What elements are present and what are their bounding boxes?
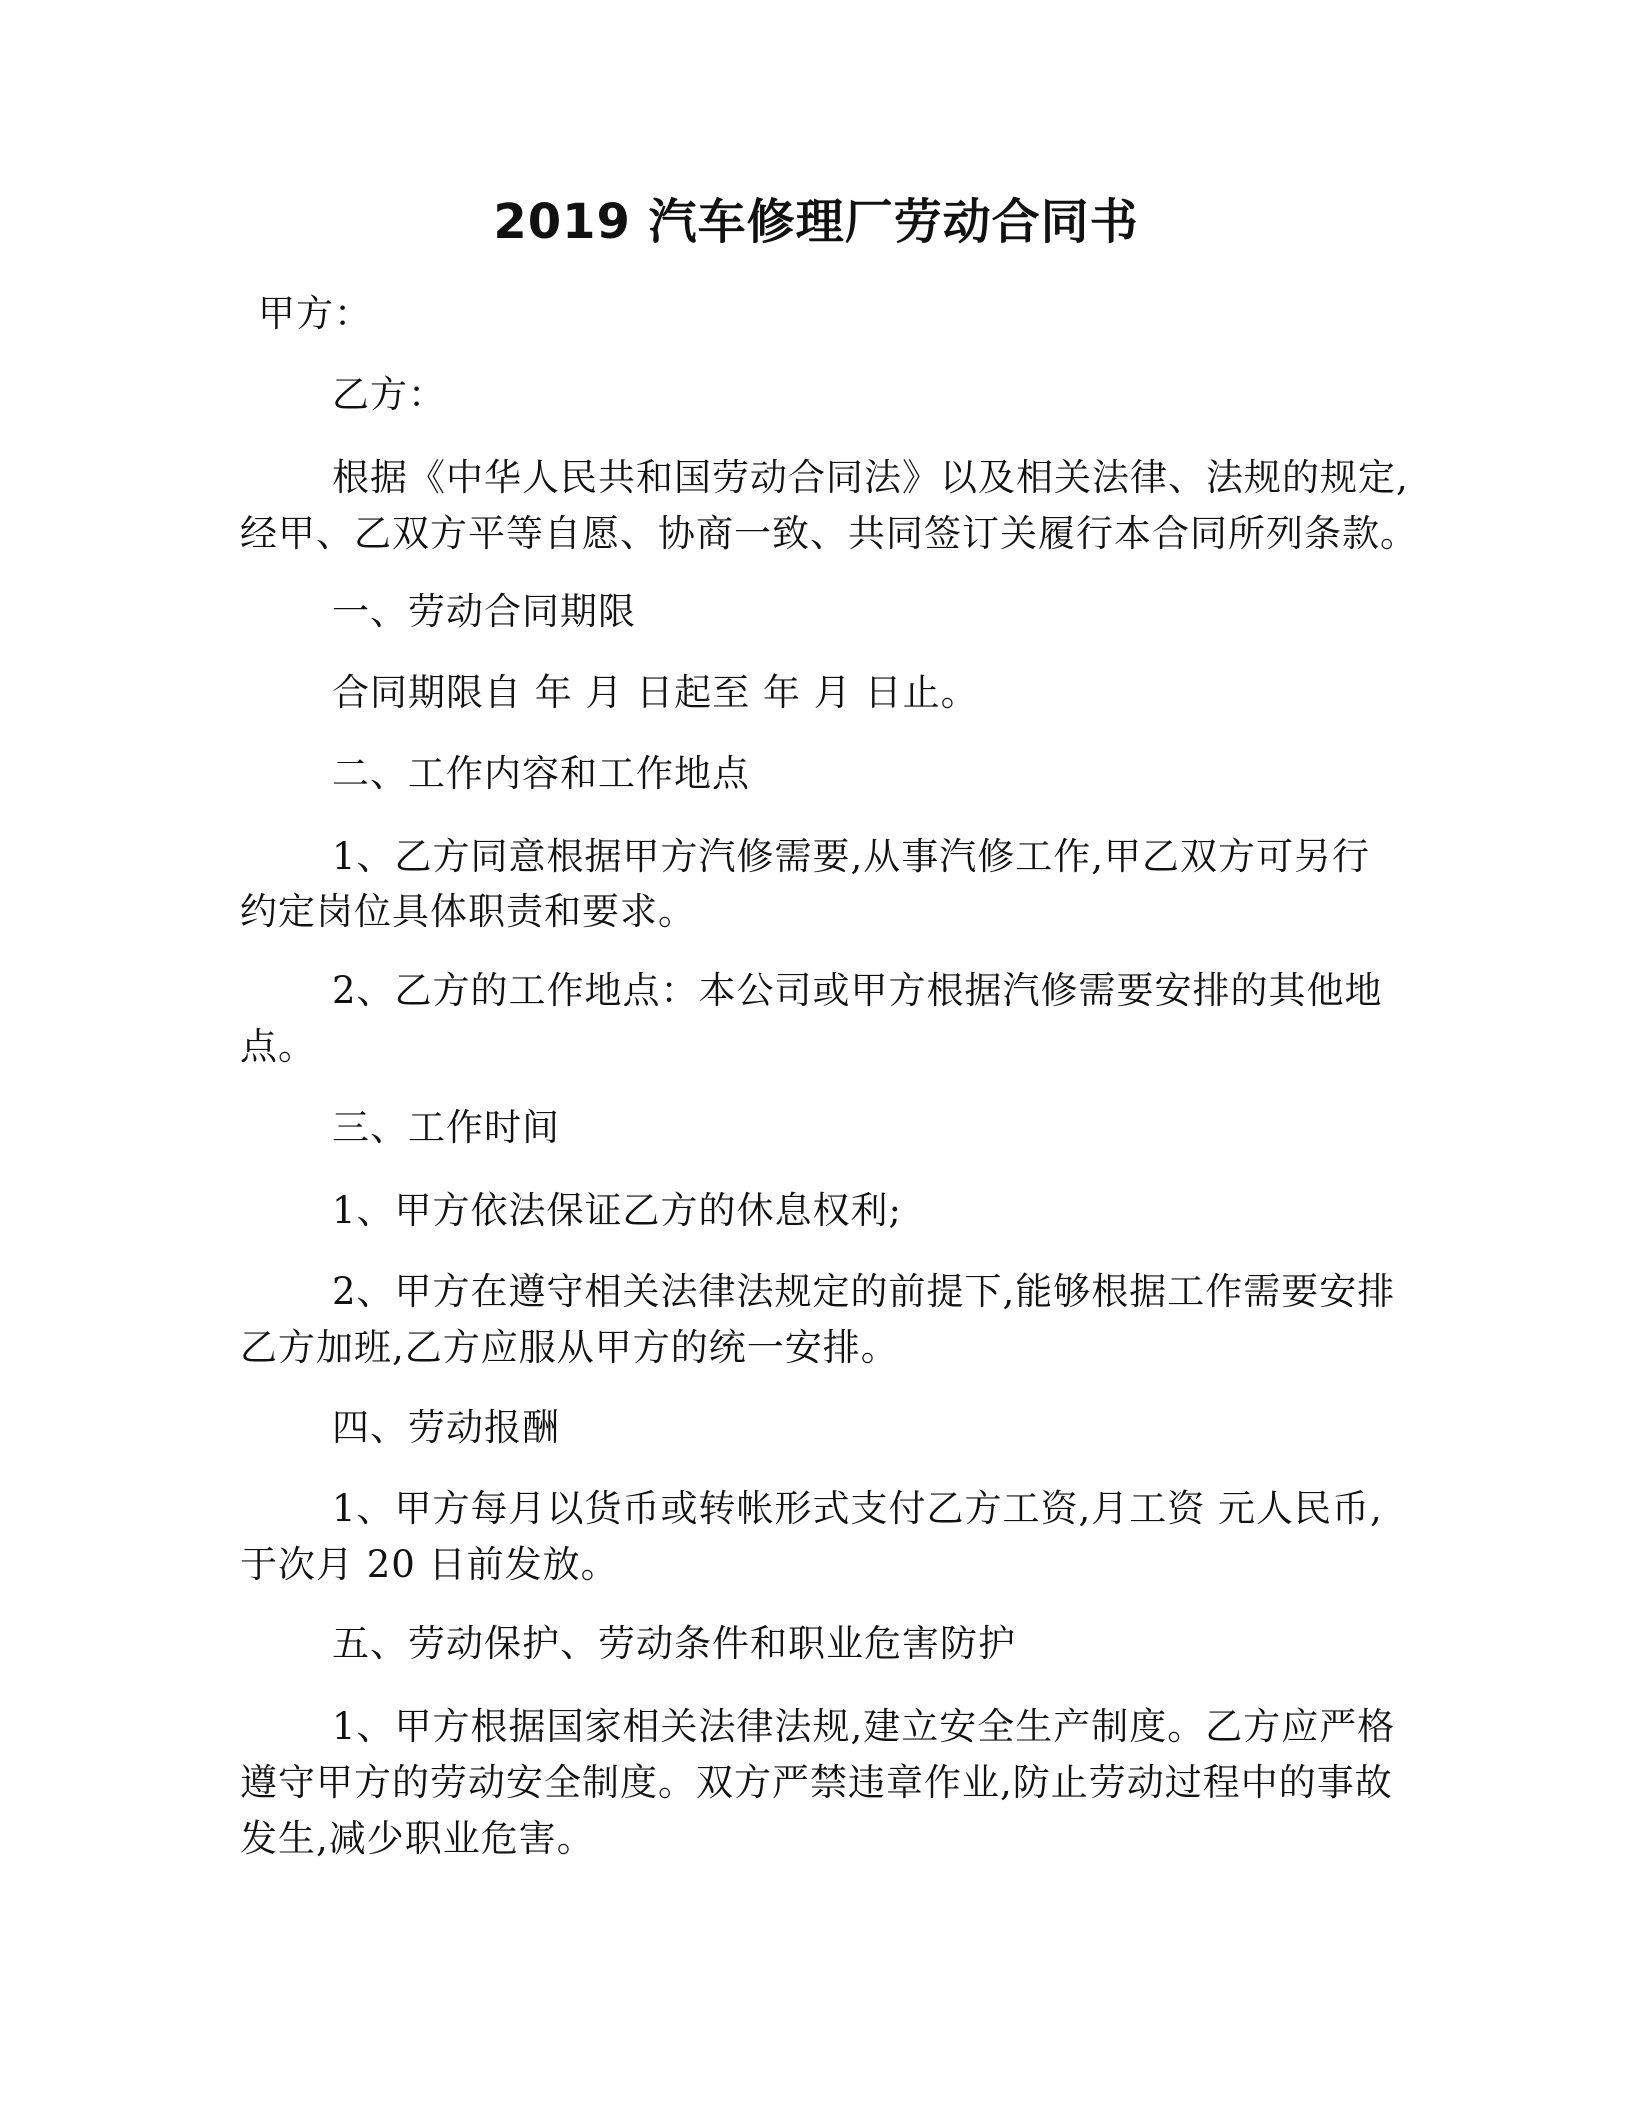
section2-item2-line-2: 点。 xyxy=(240,1025,316,1068)
section4-item1-line-2: 于次月 20 日前发放。 xyxy=(240,1543,619,1586)
preamble-line-1: 根据《中华人民共和国劳动合同法》以及相关法律、法规的规定, xyxy=(332,456,1409,499)
section2-item1-line-2: 约定岗位具体职责和要求。 xyxy=(240,890,696,933)
section5-item1-line-1: 1、甲方根据国家相关法律法规,建立安全生产制度。乙方应严格 xyxy=(332,1705,1396,1748)
section3-item2-line-2: 乙方加班,乙方应服从甲方的统一安排。 xyxy=(240,1326,899,1369)
document-title: 2019 汽车修理厂劳动合同书 xyxy=(493,194,1139,250)
preamble-line-2: 经甲、乙双方平等自愿、协商一致、共同签订关履行本合同所列条款。 xyxy=(240,512,1418,555)
section2-heading: 二、工作内容和工作地点 xyxy=(332,752,750,795)
party-b-label: 乙方： xyxy=(332,373,446,416)
section2-item1-line-1: 1、乙方同意根据甲方汽修需要,从事汽修工作,甲乙双方可另行 xyxy=(332,835,1371,878)
section3-item2-line-1: 2、甲方在遵守相关法律法规定的前提下,能够根据工作需要安排 xyxy=(332,1270,1396,1313)
section4-heading: 四、劳动报酬 xyxy=(332,1406,560,1449)
section3-item1: 1、甲方依法保证乙方的休息权利; xyxy=(332,1189,903,1232)
section5-item1-line-3: 发生,减少职业危害。 xyxy=(240,1817,595,1860)
section5-item1-line-2: 遵守甲方的劳动安全制度。双方严禁违章作业,防止劳动过程中的事故 xyxy=(240,1761,1393,1804)
section3-heading: 三、工作时间 xyxy=(332,1106,560,1149)
section1-heading: 一、劳动合同期限 xyxy=(332,590,636,633)
section2-item2-line-1: 2、乙方的工作地点：本公司或甲方根据汽修需要安排的其他地 xyxy=(332,969,1383,1012)
party-a-label: 甲方： xyxy=(258,292,372,335)
section1-term-line: 合同期限自 年 月 日起至 年 月 日止。 xyxy=(332,671,979,714)
section4-item1-line-1: 1、甲方每月以货币或转帐形式支付乙方工资,月工资 元人民币, xyxy=(332,1487,1383,1530)
section5-heading: 五、劳动保护、劳动条件和职业危害防护 xyxy=(332,1622,1016,1665)
